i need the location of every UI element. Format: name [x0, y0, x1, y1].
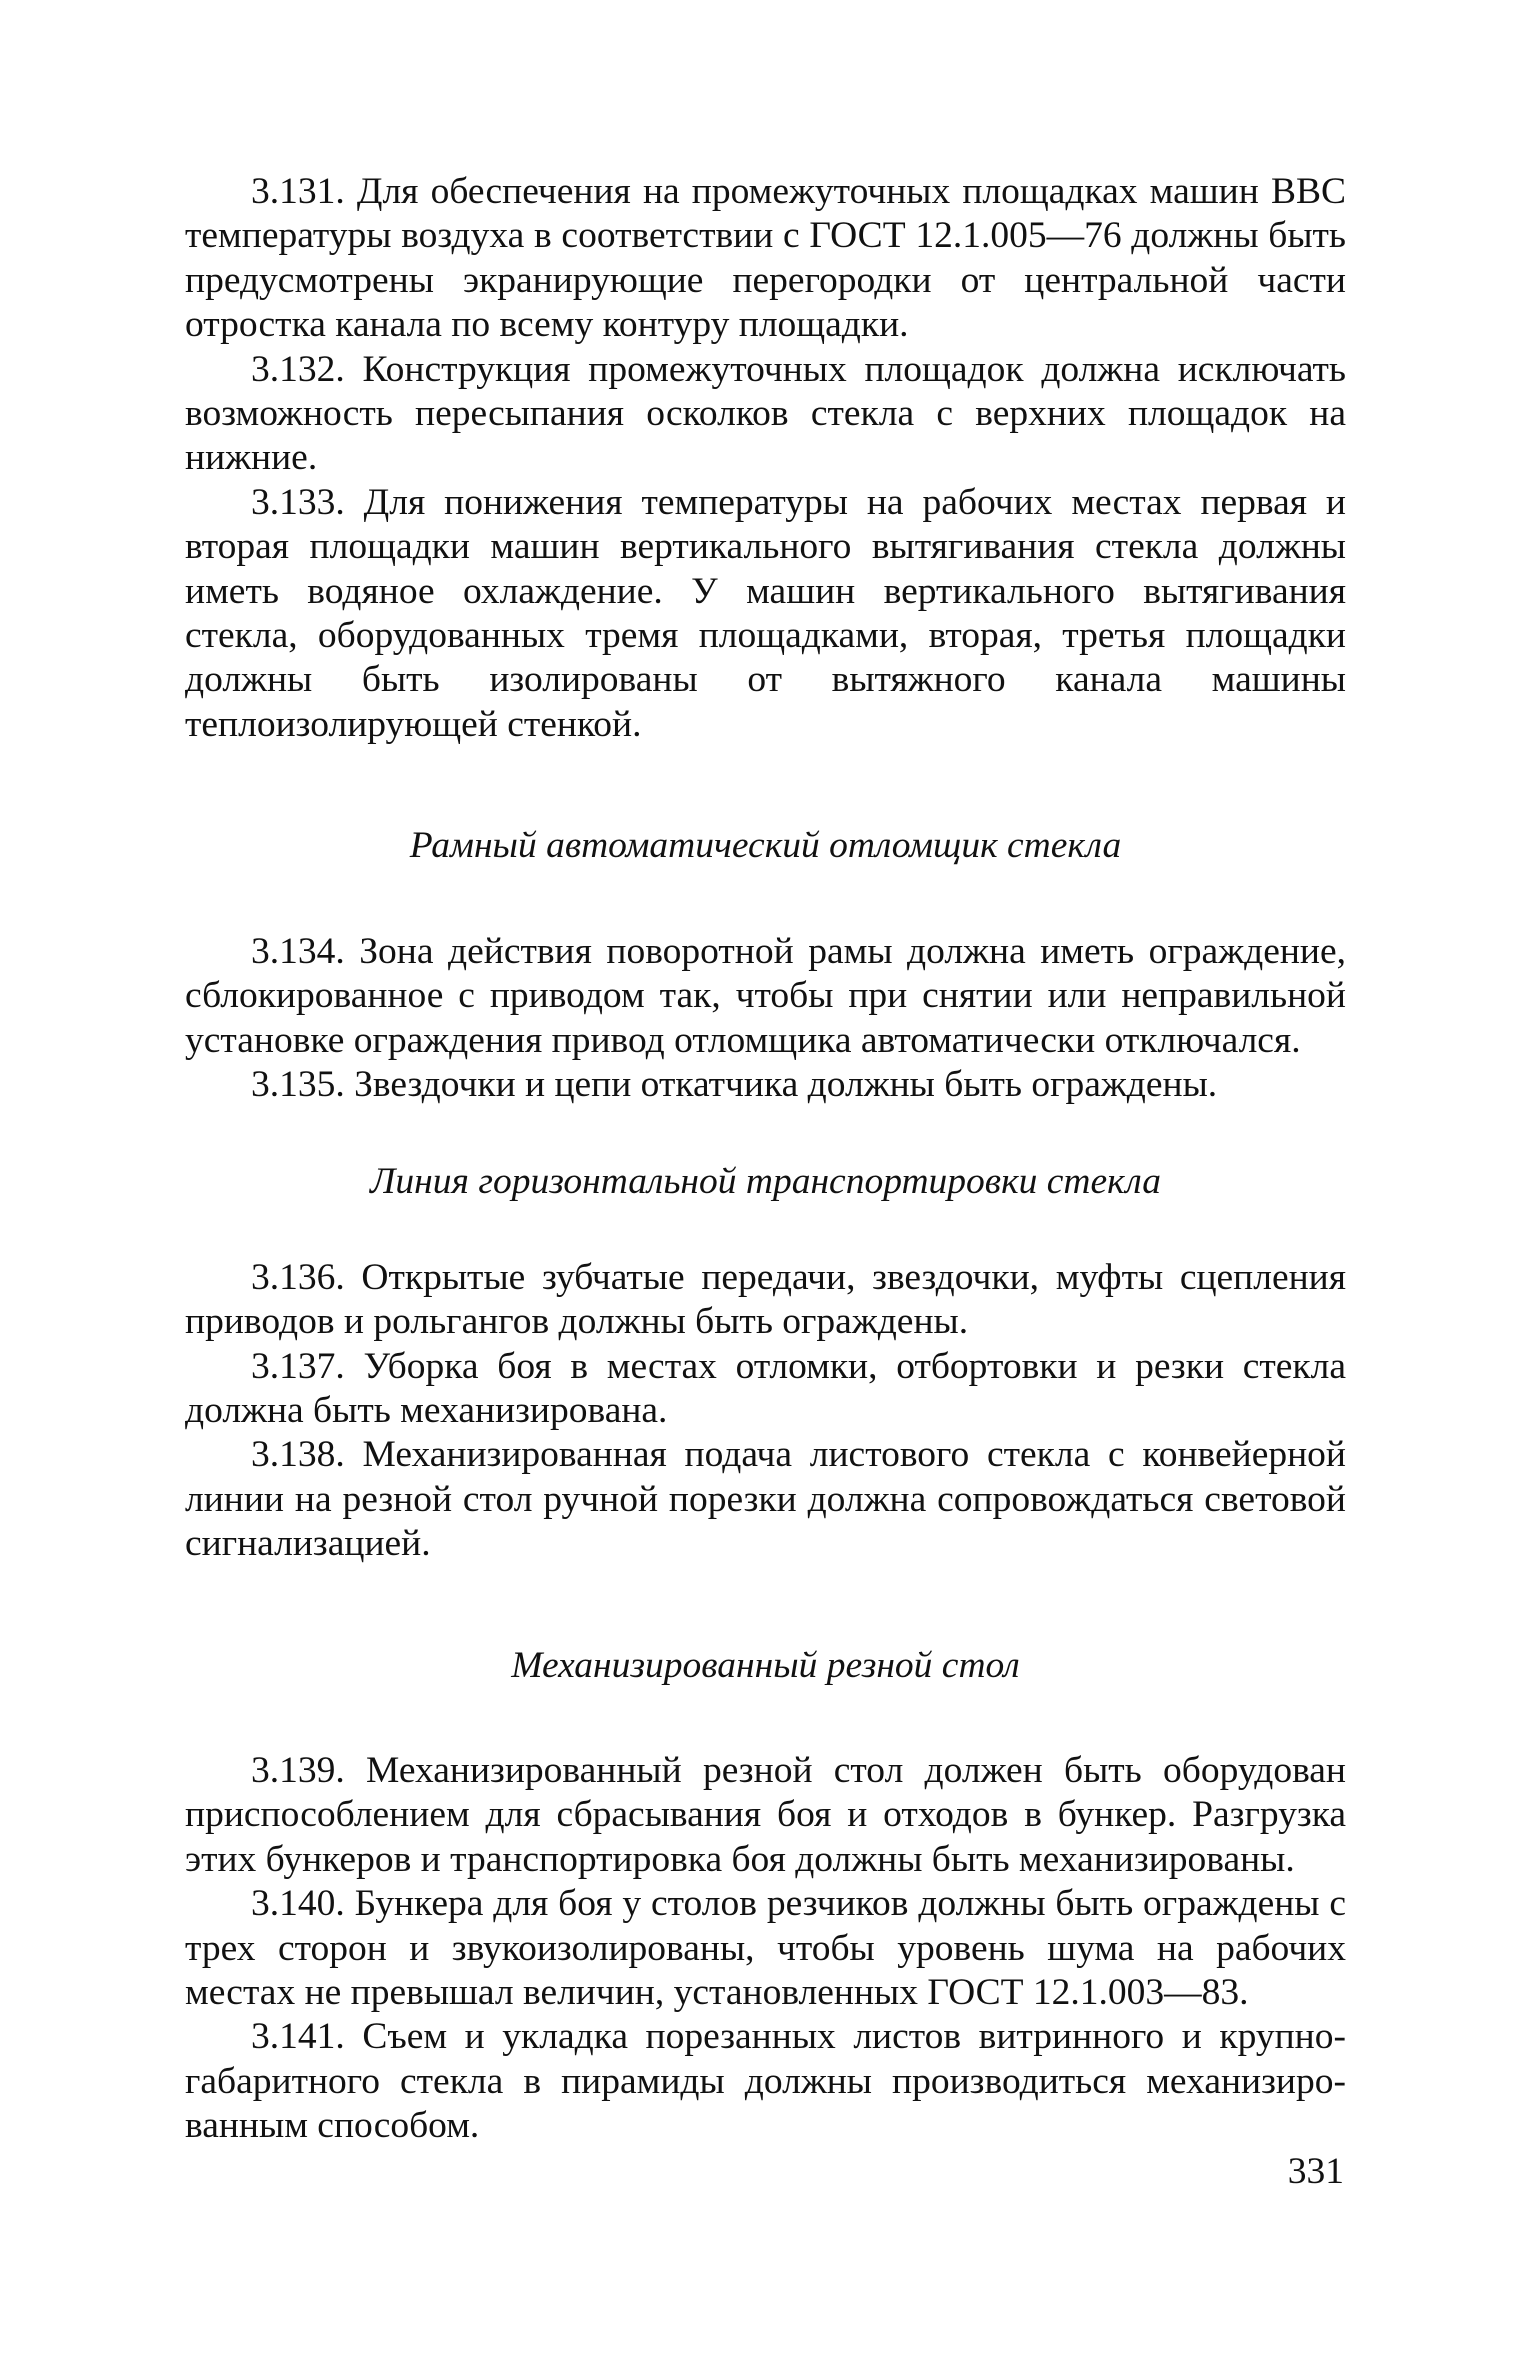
section-heading-cutting-table: Механизированный резной стол: [511, 1644, 1020, 1686]
paragraph-3-138: 3.138. Механизированная подача листового стекла с конвейерной линии на резной стол ручной порезки должна сопровождаться световой сигнализацией.: [185, 1434, 1346, 1565]
paragraph-3-140: 3.140. Бункера для боя у столов резчиков должны быть ограждены с трех сторон и звукоизолированы, чтобы уровень шума на рабочих местах не превышал величин, установленных ГОСТ 12.1.003—83.: [185, 1883, 1346, 2013]
page-content: [185, 170, 1346, 2149]
paragraph-3-133: 3.133. Для понижения температуры на рабочих местах первая и вторая площадки машин вертикального вытягивания стекла должны иметь водяное охлаждение. У машин вертикального вытягивания стекла, оборудованных тремя площадками, вторая, третья площадки должны быть изолированы от вытяжного канала машины теплоизолирующей стенкой.: [185, 481, 1346, 745]
section-heading-frame-breaker: Рамный автоматический отломщик стекла: [409, 825, 1122, 867]
paragraph-3-135: 3.135. Звездочки и цепи откатчика должны быть ограждены.: [251, 1063, 1218, 1105]
paragraph-3-134: 3.134. Зона действия поворотной рамы должна иметь ограждение, сблокированное с приводом так, чтобы при снятии или неправильной установке ограждения привод отломщика автоматически отключался.: [185, 930, 1346, 1061]
paragraph-3-131: 3.131. Для обеспечения на промежуточных площадках машин ВВС температуры воздуха в соответствии с ГОСТ 12.1.005—76 должны быть предусмотрены экранирующие перегородки от центральной части отростка канала по всему контуру площадки.: [185, 171, 1346, 346]
paragraph-3-132: 3.132. Конструкция промежуточных площадок должна исключать возможность пересыпания осколков стекла с верхних площадок на нижние.: [185, 348, 1346, 479]
paragraph-3-139: 3.139. Механизированный резной стол должен быть оборудован приспособлением для сбрасывания боя и отходов в бункер. Разгрузка этих бункеров и транспортировка боя должны быть механизированы.: [185, 1749, 1346, 1880]
paragraph-3-141: 3.141. Съем и укладка порезанных листов витринного и крупногабаритного стекла в пирамиды должны производиться механизированным способом.: [185, 2016, 1346, 2147]
paragraph-3-136: 3.136. Открытые зубчатые передачи, звездочки, муфты сцепления приводов и рольгангов должны быть ограждены.: [185, 1256, 1346, 1343]
paragraph-3-137: 3.137. Уборка боя в местах отломки, отбортовки и резки стекла должна быть механизирована.: [185, 1345, 1346, 1431]
section-heading-horizontal-transport-line: Линия горизонтальной транспортировки стекла: [370, 1161, 1161, 1203]
page-number: 331: [1287, 2151, 1344, 2192]
